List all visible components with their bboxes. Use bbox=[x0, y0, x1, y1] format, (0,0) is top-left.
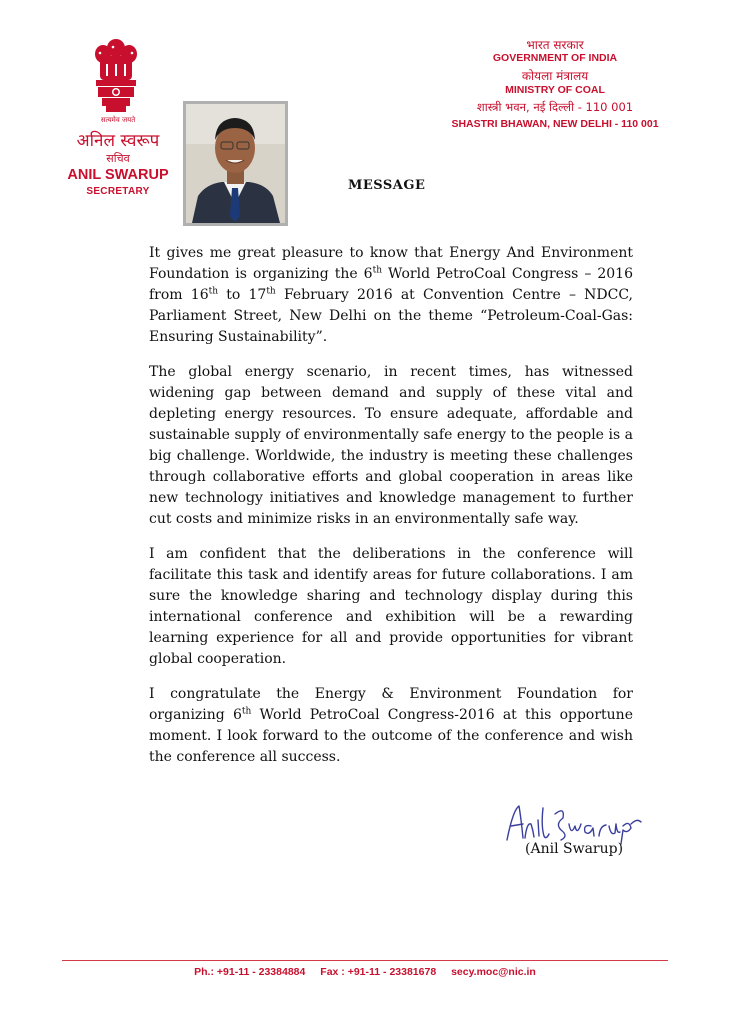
paragraph-event-announcement: It gives me great pleasure to know that Energy And Environment Foundation is organizing the 6th World PetroCoal Congress – 2016 from 16th to 17th February 2016 at Convention Centre – NDCC, Parliament Street, New Delhi on the theme “Petroleum-Coal-Gas: Ensuring Sustainability”. bbox=[149, 245, 633, 345]
sender-name: ANIL SWARUP bbox=[67, 167, 169, 183]
footer-phone: Ph.: +91-11 - 23384884 bbox=[194, 966, 306, 978]
signatory-name: (Anil Swarup) bbox=[525, 841, 624, 857]
sender-name-hindi: अनिल स्वरूप bbox=[76, 131, 160, 151]
government-of-india: GOVERNMENT OF INDIA bbox=[492, 52, 618, 64]
sender-designation-hindi: सचिव bbox=[106, 152, 130, 165]
paragraph-energy-scenario: The global energy scenario, in recent times, has witnessed widening gap between demand and supply of these vital and depleting energy resources. To ensure adequate, affordable and sustainable supply of environmentally safe energy to the people is a big challenge. Worldwide, the industry is meeting these challenges through collaborative efforts and global cooperation in areas like new technology initiatives and knowledge management to further cut costs and minimize risks in an environmentally safe way. bbox=[149, 364, 633, 527]
message-body bbox=[149, 243, 633, 782]
footer-contact bbox=[62, 966, 668, 978]
sender-designation: SECRETARY bbox=[86, 186, 150, 197]
location-hindi: शास्त्री भवन, नई दिल्ली - 110 001 bbox=[476, 100, 634, 114]
national-emblem-icon bbox=[88, 38, 144, 114]
paragraph-congratulations: I congratulate the Energy & Environment Foundation for organizing 6th World PetroCoal Congress-2016 at this opportune moment. I look forward to the outcome of the conference and wish the conference all success. bbox=[149, 686, 633, 765]
ministry-hindi: कोयला मंत्रालय bbox=[521, 69, 589, 83]
footer-divider bbox=[62, 960, 668, 961]
paragraph-confidence: I am confident that the deliberations in the conference will facilitate this task and identify areas for future collaborations. I am sure the knowledge sharing and technology display during this international conference and exhibition will be a rewarding learning experience for all and provide opportunities for vibrant global cooperation. bbox=[149, 546, 633, 667]
office-location: SHASTRI BHAWAN, NEW DELHI - 110 001 bbox=[451, 118, 659, 130]
government-hindi: भारत सरकार bbox=[526, 38, 584, 52]
ministry-of-coal: MINISTRY OF COAL bbox=[505, 84, 605, 96]
message-title: MESSAGE bbox=[348, 178, 426, 193]
footer-fax: Fax : +91-11 - 23381678 bbox=[320, 966, 437, 978]
portrait-photo bbox=[183, 101, 288, 226]
footer-email: secy.moc@nic.in bbox=[451, 966, 536, 978]
emblem-motto: सत्यमेव जयते bbox=[100, 116, 136, 124]
